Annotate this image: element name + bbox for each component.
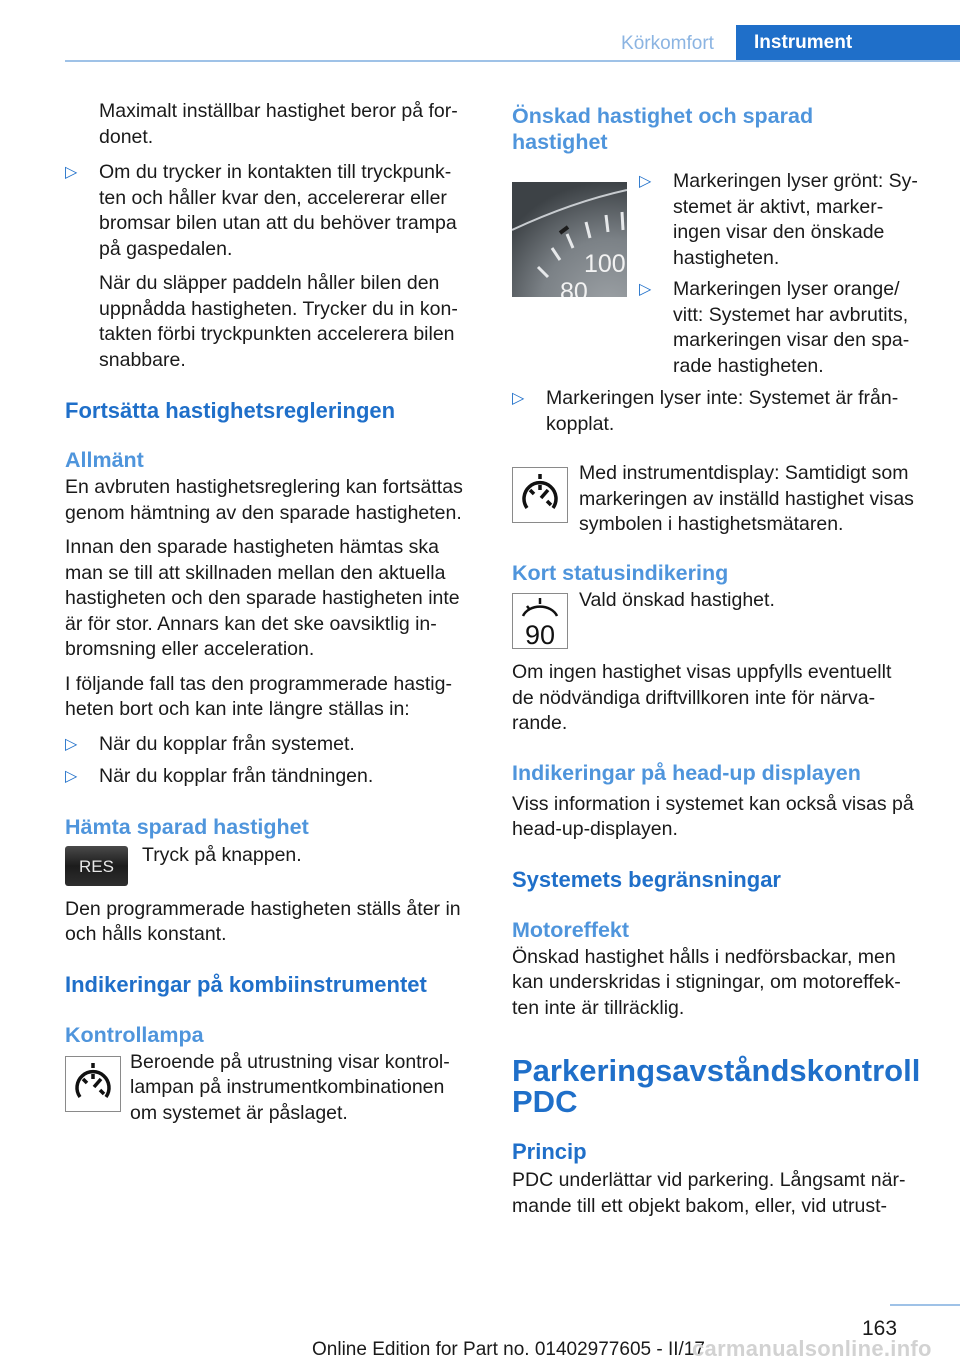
fetch-action-text: Tryck på knappen.	[142, 843, 302, 866]
heading-indicators: Indikeringar på kombiinstrumentet	[65, 971, 427, 997]
heading-desired-speed: Önskad hastighet och sparad hastighet	[512, 104, 814, 154]
bullet-text: Markeringen lyser grönt: Sy- stemet är aktivt, marker- ingen visar den önskade hastigheten.	[673, 170, 918, 269]
lamp-row	[65, 1050, 477, 1130]
header-rule	[65, 60, 960, 62]
header-tab-instrument[interactable]: Instrument	[736, 25, 960, 62]
paragraph-fetch: Den programmerade hastigheten ställs åter in och hålls konstant.	[65, 897, 461, 945]
heading-control-lamp: Kontrollampa	[65, 1022, 204, 1047]
heading-general: Allmänt	[65, 448, 144, 472]
paragraph-release: När du släpper paddeln håller bilen den uppnådda hastigheten. Trycker du in kon- takten förbi tryckpunkten accelerera bilen snabbare.	[99, 272, 458, 371]
status-row	[512, 588, 932, 660]
paragraph-hud: Viss information i systemet kan också visas på head-up-displayen.	[512, 792, 914, 840]
right-column	[512, 103, 932, 1219]
edition-text: Online Edition for Part no. 01402977605 - II/17	[312, 1339, 705, 1360]
footer-rule	[890, 1304, 960, 1306]
lamp-text: Beroende på utrustning visar kontrol- lampan på instrumentkombinationen om systemet är påslaget.	[130, 1050, 450, 1124]
paragraph-general-1: En avbruten hastighetsreglering kan fortsättas genom hämtning av den sparade hastigheten.	[65, 476, 463, 524]
speedo-label-80: 80	[560, 278, 588, 297]
paragraph-no-speed: Om ingen hastighet visas uppfylls eventuellt de nödvändiga driftvillkoren inte för närva- rande.	[512, 661, 892, 734]
list-item	[65, 160, 477, 262]
res-row	[65, 843, 477, 889]
heading-hud: Indikeringar på head-up displayen	[512, 760, 861, 785]
list-item	[639, 277, 960, 379]
heading-fetch-saved: Hämta sparad hastighet	[65, 814, 309, 839]
heading-status: Kort statusindikering	[512, 561, 729, 585]
display-text: Med instrumentdisplay: Samtidigt som markeringen av inställd hastighet visas symbolen i hastighetsmätaren.	[579, 462, 914, 535]
bullet-text: När du kopplar från tändningen.	[99, 765, 374, 787]
bullet-text: Markeringen lyser orange/ vitt: Systemet har avbrutits, markeringen visar den spa- rade hastigheten.	[673, 278, 910, 377]
speedometer-icon	[512, 467, 568, 523]
list-item	[639, 169, 960, 271]
bullet-triangle-icon: ▷	[512, 390, 525, 407]
status-text: Vald önskad hastighet.	[579, 589, 775, 611]
heading-pdc: Parkeringsavståndskontroll PDC	[512, 1053, 921, 1119]
res-label: RES	[79, 856, 114, 876]
header-tab-korkomfort[interactable]: Körkomfort	[621, 33, 714, 54]
heading-resume: Fortsätta hastighetsregleringen	[65, 398, 396, 423]
heading-limits: Systemets begränsningar	[512, 866, 781, 892]
speedo-block	[512, 169, 932, 386]
heading-engine-power: Motoreffekt	[512, 917, 630, 942]
display-row	[512, 461, 932, 560]
paragraph-max-speed: Maximalt inställbar hastighet beror på for- donet.	[99, 100, 458, 148]
bullet-text: Om du trycker in kontakten till tryckpunk- ten och håller kvar den, accelererar eller bromsar bilen utan att du behöver trampa på gaspedalen.	[99, 161, 457, 260]
status-icon-value: 90	[524, 620, 556, 648]
speedometer-image	[512, 182, 627, 297]
paragraph-general-3: I följande fall tas den programmerade hastig- heten bort och kan inte längre ställas in:	[65, 672, 452, 720]
left-column	[65, 99, 477, 1130]
res-button-icon	[65, 846, 128, 886]
list-item	[65, 764, 477, 790]
bullet-text: När du kopplar från systemet.	[99, 732, 355, 755]
heading-principle: Princip	[512, 1139, 587, 1164]
speed-90-icon	[512, 593, 568, 649]
bullet-text: Markeringen lyser inte: Systemet är från- kopplat.	[546, 387, 899, 435]
paragraph-general-2: Innan den sparade hastigheten hämtas ska man se till att skillnaden mellan den aktuella hastigheten och den sparade hastigheten inte är för stor. Annars kan det ske oavsiktlig in- bromsning eller acceleration.	[65, 536, 460, 660]
bullet-triangle-icon: ▷	[65, 164, 78, 181]
page-number: 163	[862, 1317, 898, 1340]
bullet-triangle-icon: ▷	[65, 768, 78, 785]
paragraph-principle: PDC underlättar vid parkering. Långsamt när- mande till ett objekt bakom, eller, vid utrust-	[512, 1169, 906, 1217]
bullet-triangle-icon: ▷	[639, 173, 652, 190]
watermark: carmanualsonline.info	[692, 1336, 932, 1361]
bullet-triangle-icon: ▷	[639, 281, 652, 298]
list-item	[512, 386, 932, 437]
list-item	[65, 732, 477, 758]
bullet-triangle-icon: ▷	[65, 735, 78, 753]
speedo-label-100: 100	[584, 250, 626, 278]
speedometer-icon	[65, 1056, 121, 1112]
paragraph-engine-power: Önskad hastighet hålls i nedförsbackar, men kan underskridas i stigningar, om motoreffek- ten inte är tillräcklig.	[512, 945, 901, 1019]
